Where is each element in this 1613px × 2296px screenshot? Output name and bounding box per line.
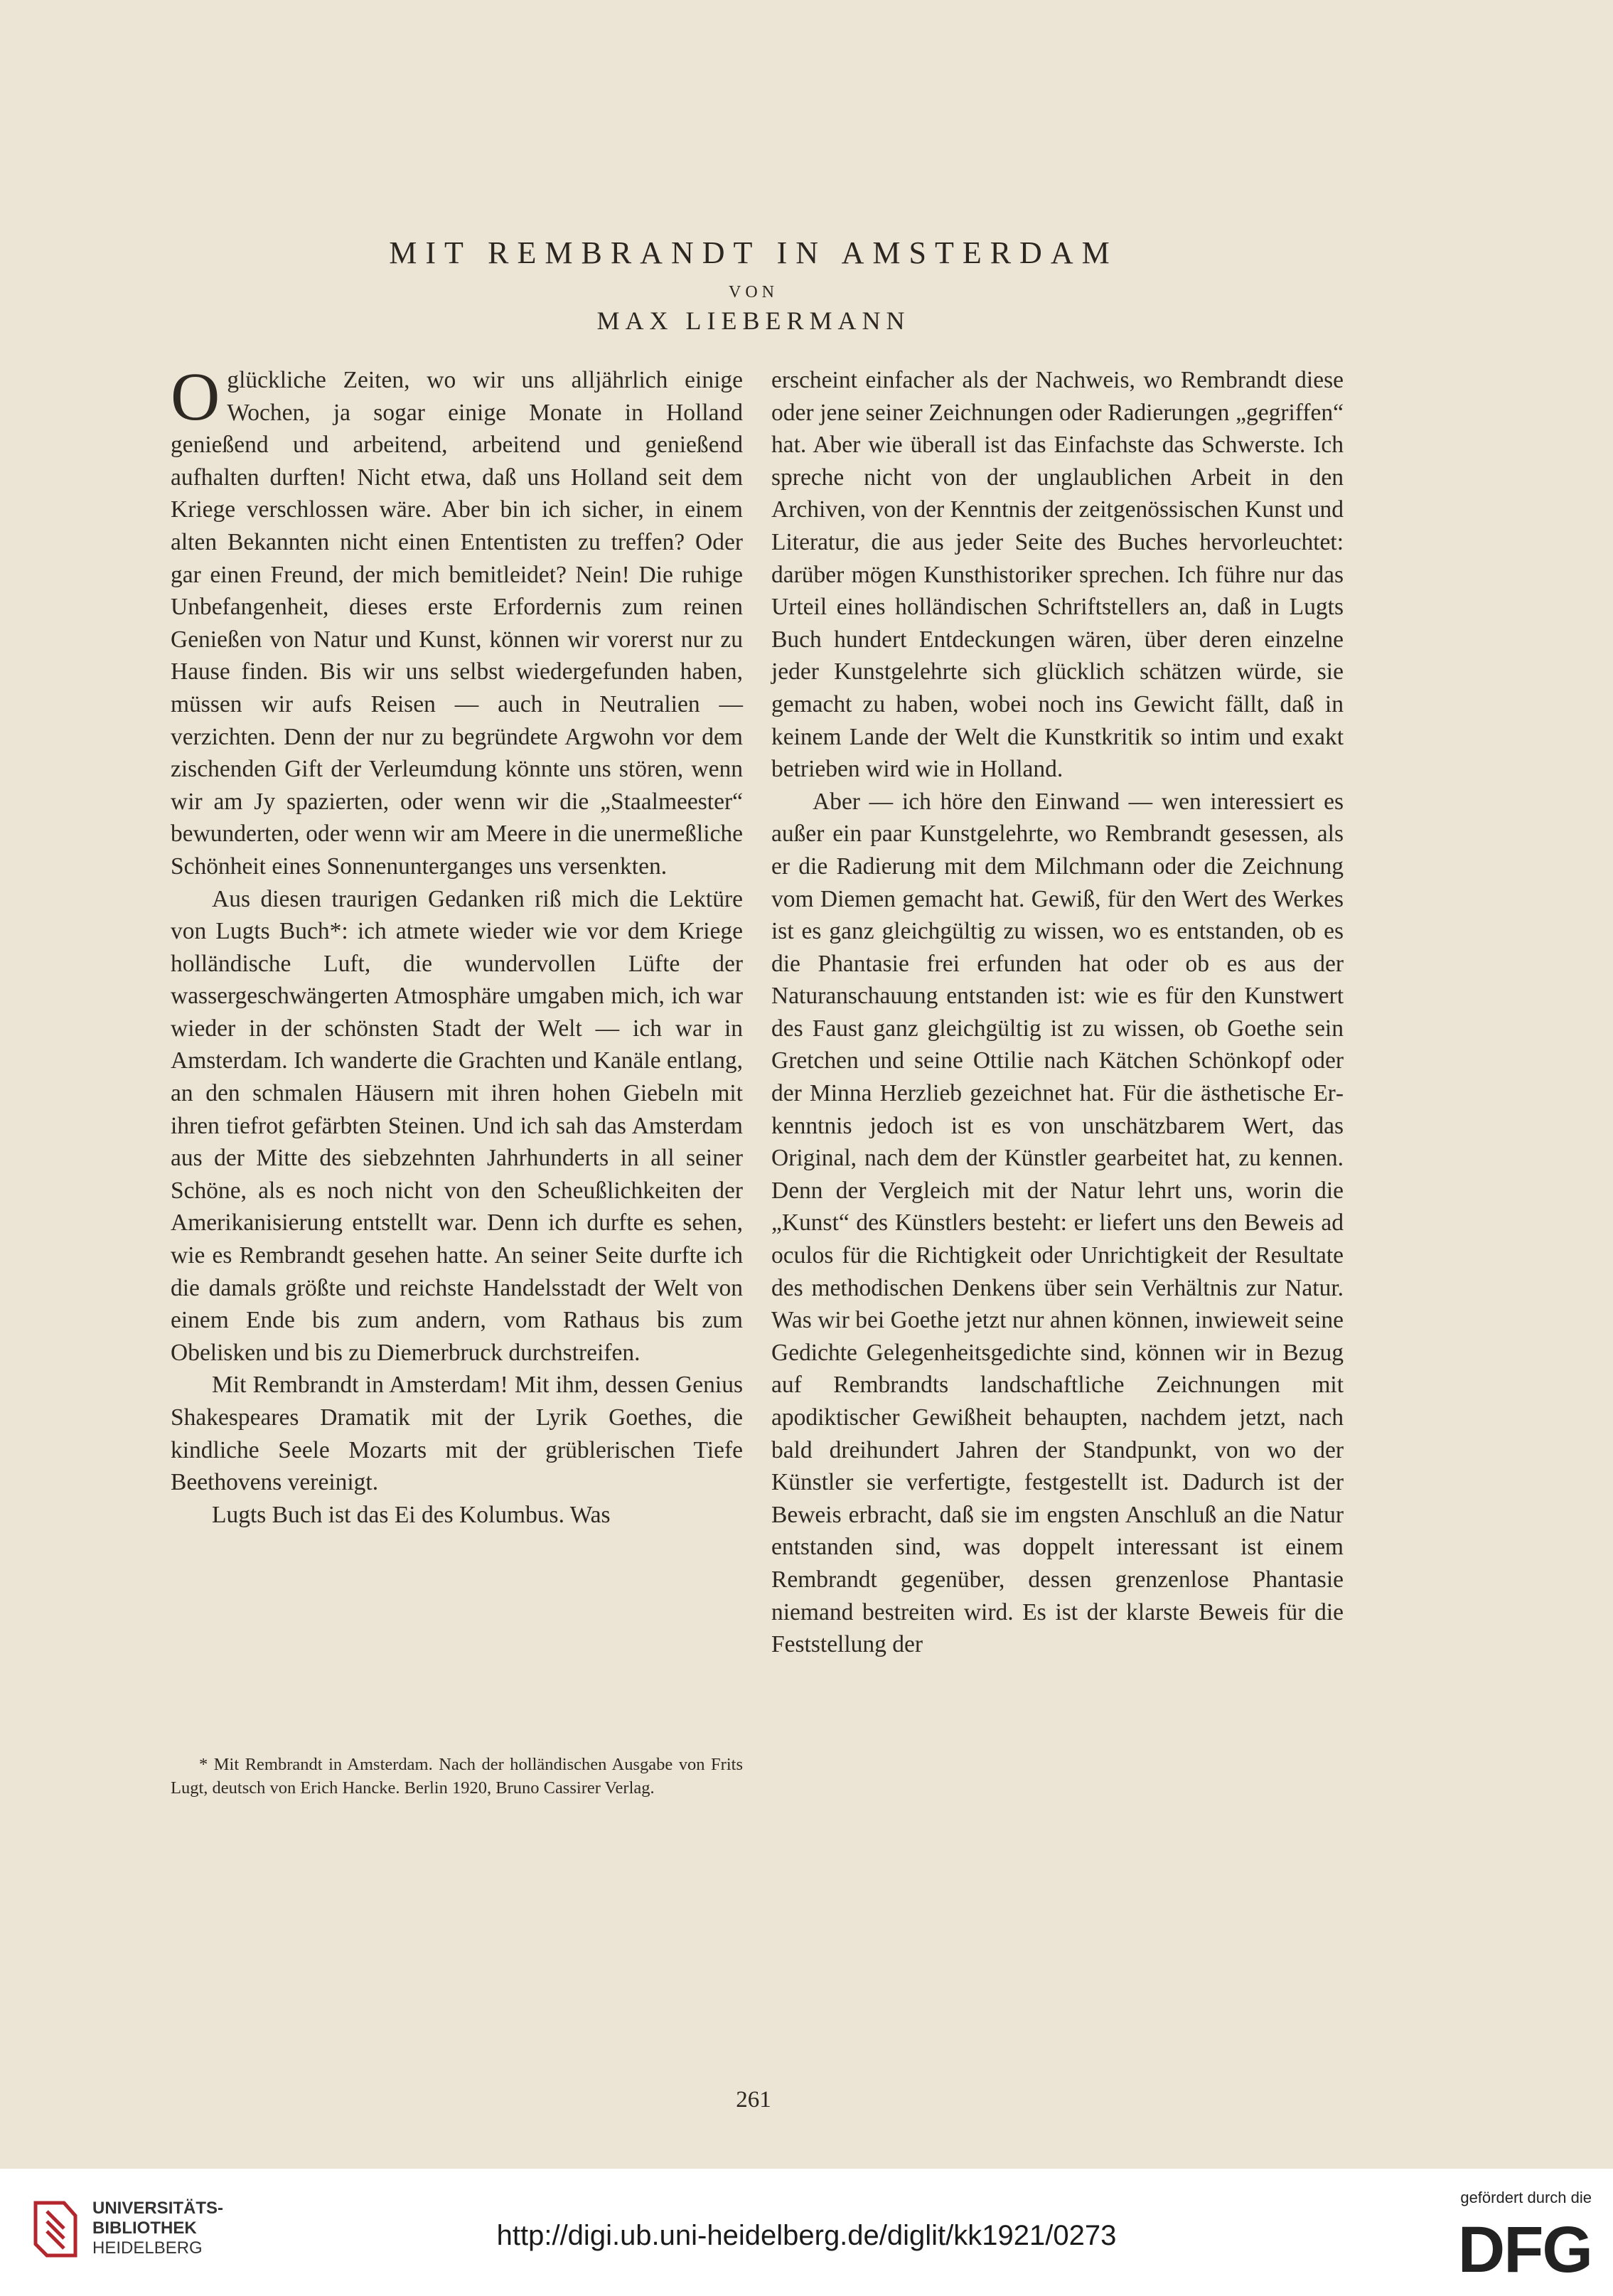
page-number: 261 [736,2087,771,2113]
drop-cap: O [171,358,220,434]
permalink-url[interactable]: http://digi.ub.uni-heidelberg.de/diglit/kk1921/0273 [496,2220,1117,2251]
right-column [771,364,1344,1857]
library-line-3: HEIDELBERG [92,2238,203,2258]
funding-caption: gefördert durch die [1460,2189,1592,2206]
paragraph-1-text: glückliche Zeiten, wo wir uns alljährlich einige Wochen, ja sogar einige Monate in Holland genießend und arbeitend, arbeitend und genießend aufhalten durften! Nicht etwa, daß uns Holland seit dem Kriege verschlossen wäre. Aber bin ich sicher, in einem alten Bekannten nicht einen Ententisten zu treffen? Oder gar einen Freund, der mich bemitleidet? Nein! Die ruhige Unbefangenheit, dieses erste Erfordernis zum reinen Genießen von Natur und Kunst, können wir vorerst nur zu Hause finden. Bis wir uns selbst wiedergefunden haben, müssen wir aufs Reisen — auch in Neutralien — verzichten. Denn der nur zu begründete Argwohn vor dem zischenden Gift der Verleumdung könnte uns stören, wenn wir am Jy spazierten, oder wenn wir die „Staalmeester“ bewunderten, oder wenn wir am Meere in die unermeßliche Schönheit eines Sonnenunterganges uns versenkten. [171,367,743,880]
paragraph-5: erscheint einfacher als der Nachweis, wo Rembrandt diese oder jene seiner Zeichnungen oder Radierungen „gegriffen“ hat. Aber wie überall ist das Einfachste das Schwerste. Ich spreche nicht von der unglaublichen Arbeit in den Archiven, von der Kenntnis der zeitgenössischen Kunst und Literatur, die aus jeder Seite des Buches hervorleuchtet: darüber mögen Kunsthistoriker sprechen. Ich führe nur das Urteil eines holländischen Schriftstellers an, daß in Lugts Buch hundert Entdeckungen wären, über deren einzelne jeder Kunstgelehrte sich glücklich schätzen würde, sie gemacht zu haben, wobei noch ins Gewicht fällt, daß in keinem Lande der Welt die Kunstkritik so intim und exakt betrieben wird wie in Holland. [771,367,1344,783]
paragraph-3: Mit Rembrandt in Amsterdam! Mit ihm, dessen Genius Shakespeares Dramatik mit der Lyrik Goethes, die kindliche Seele Mozarts mit der grüblerischen Tiefe Beethovens vereinigt. [171,1372,743,1496]
paragraph-2: Aus diesen traurigen Gedanken riß mich die Lektüre von Lugts Buch*: ich atmete wieder wie vor dem Kriege holländische Luft, die wundervollen Lüfte der wassergeschwängerten Atmosphäre umgaben mich, ich war wieder in der schönsten Stadt der Welt — ich war in Amsterdam. Ich wanderte die Grachten und Kanäle entlang, an den schmalen Häusern mit ihren hohen Giebeln mit ihren tiefrot gefärbten Steinen. Und ich sah das Amsterdam aus der Mitte des siebzehnten Jahrhunderts in all seiner Schöne, als es noch nicht von den Scheußlichkeiten der Amerikanisierung entstellt war. Denn ich durfte es sehen, wie es Rembrandt gesehen hatte. An seiner Seite durfte ich die damals größte und reichste Handelsstadt der Welt von einem Ende bis zum andern, vom Rathaus bis zum Obelisken und bis zu Diemerbruck durchstreifen. [171,885,743,1366]
left-column [171,358,743,1857]
footnote: * Mit Rembrandt in Amsterdam. Nach der holländischen Ausgabe von Frits Lugt, deutsch von Erich Hancke. Berlin 1920, Bruno Cassirer Verlag. [171,1755,743,1798]
paragraph-6: Aber — ich höre den Einwand — wen interessiert es außer ein paar Kunstgelehrte, wo Rembrandt gesessen, als er die Radierung mit dem Milchmann oder die Zeichnung vom Diemen gemacht hat. Gewiß, für den Wert des Werkes ist es ganz gleichgültig zu wissen, wo es entstanden, ob es die Phantasie frei erfunden hat oder ob es aus der Naturanschauung entstanden ist: wie es für den Kunstwert des Faust ganz gleichgültig ist zu wissen, ob Goethe sein Gretchen und seine Ottilie nach Kätchen Schönkopf oder der Minna Herzlieb gezeichnet hat. Für die ästhetische Erkenntnis jedoch ist es von unschätzbarem Wert, das Original, nach dem der Künstler gearbeitet hat, zu kennen. Denn der Vergleich mit der Natur lehrt uns, worin die „Kunst“ des Künstlers besteht: er liefert uns den Beweis ad oculos für die Richtigkeit oder Unrichtigkeit der Resultate des methodischen Denkens über sein Verhältnis zur Natur. Was wir bei Goethe jetzt nur ahnen können, inwieweit seine Gedichte Gelegenheitsgedichte sind, können wir in Bezug auf Rembrandts landschaftliche Zeichnungen mit apodiktischer Gewißheit behaupten, nachdem jetzt, nach bald dreihundert Jahren der Standpunkt, von wo der Künstler sie verfertigte, festgestellt ist. Dadurch ist der Beweis erbracht, daß sie im engsten Anschluß an die Natur entstanden sind, was doppelt interessant ist einem Rembrandt gegenüber, dessen grenzenlose Phantasie niemand bestreiten wird. Es ist der klarste Beweis für die Feststellung der [771,788,1344,1658]
library-line-2: BIBLIOTHEK [92,2218,197,2238]
paragraph-4: Lugts Buch ist das Ei des Kolumbus. Was [212,1501,611,1528]
byline-von: VON [729,283,778,301]
paragraph-1 [171,358,743,883]
article-author: MAX LIEBERMANN [596,306,911,335]
article-title: MIT REMBRANDT IN AMSTERDAM [389,235,1118,270]
library-line-1: UNIVERSITÄTS- [92,2199,224,2218]
viewer-footer [0,2169,1613,2296]
dfg-logo: DFG [1457,2214,1592,2286]
